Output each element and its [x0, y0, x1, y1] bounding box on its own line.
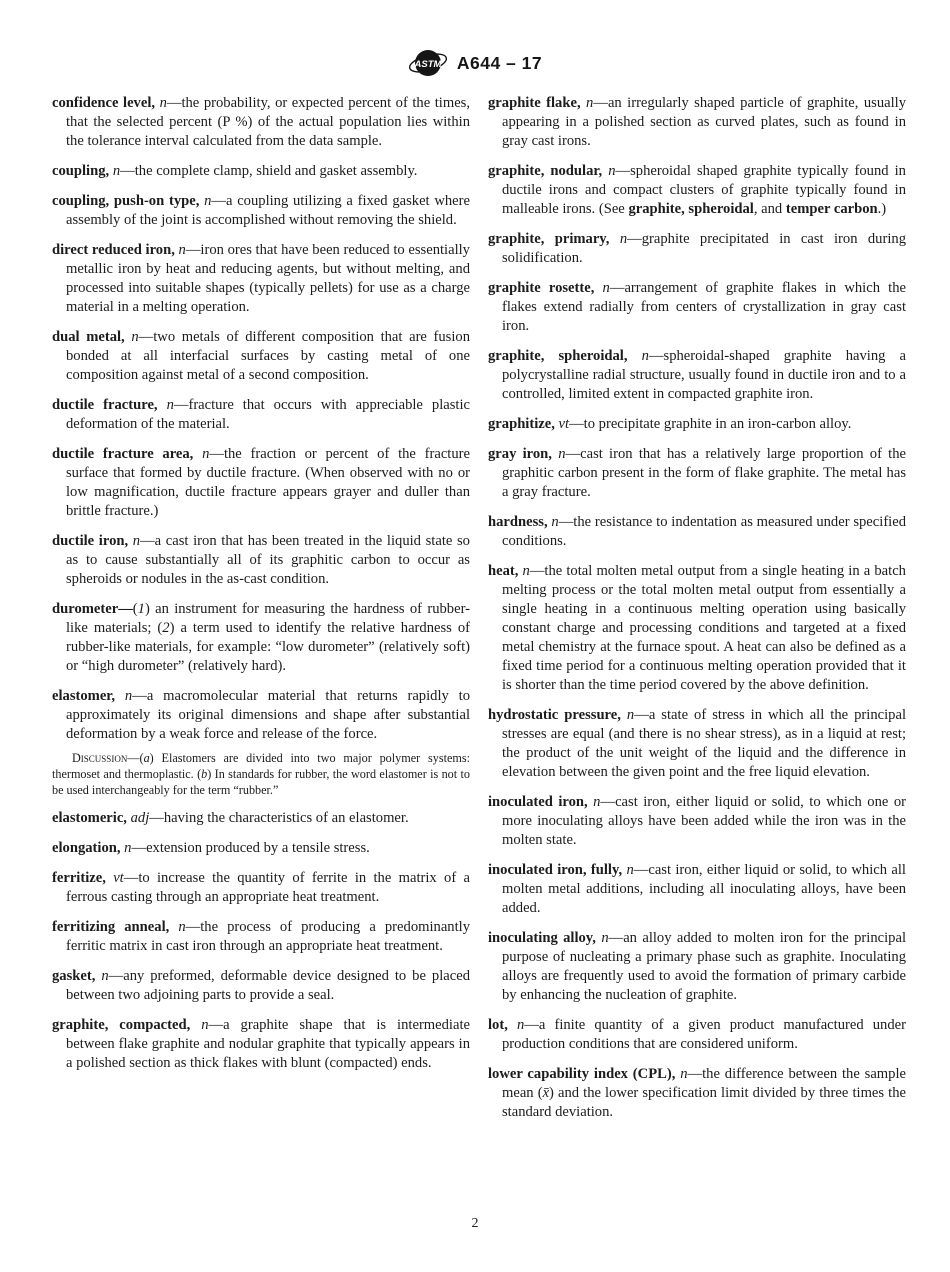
text-segment: ) In standards for rubber, the word elastomer is not to be used interchangeably for the term “rubber.”	[52, 767, 470, 797]
text-segment: vt	[558, 416, 570, 432]
text-segment: —an irregularly shaped particle of graphite, usually appearing in a polished section as curved plates, such as found in gray cast irons.	[502, 95, 907, 149]
text-segment: —the total molten metal output from a single heating in a batch melting process or the total molten metal output from essentially a single heating in a continuous melting operation using basically constant charge and processing conditions and targeted at a fixed metal chemistry at the furnace spout. A heat can also be defined as a fixed time period for a continuous melting operation provided that it is shorter than the time period covered by the above definition.	[502, 563, 906, 693]
definition-entry	[488, 706, 906, 782]
svg-text:ASTM: ASTM	[414, 59, 442, 70]
text-segment: ductile iron,	[52, 533, 133, 549]
text-segment: n	[593, 794, 601, 810]
text-segment: n	[178, 919, 186, 935]
text-segment: hydrostatic pressure,	[488, 707, 627, 723]
astm-logo-icon	[408, 45, 448, 81]
text-segment: confidence level,	[52, 95, 160, 111]
page-footer	[0, 1216, 950, 1232]
definition-entry	[52, 445, 470, 521]
text-segment: elastomeric,	[52, 810, 131, 826]
text-segment: (	[139, 751, 144, 765]
text-segment: graphitize,	[488, 416, 559, 432]
text-segment: n	[124, 688, 133, 704]
text-segment: graphite, spheroidal	[628, 201, 754, 217]
text-segment: b	[201, 767, 208, 781]
text-segment: graphite, primary,	[488, 231, 620, 247]
text-segment: —the complete clamp, shield and gasket assembly.	[120, 163, 418, 179]
text-segment: —the resistance to indentation as measured under specified conditions.	[502, 514, 907, 549]
text-segment: graphite flake,	[488, 95, 587, 111]
text-segment: n	[619, 231, 628, 247]
column-left	[52, 94, 470, 1133]
column-right	[488, 94, 906, 1133]
text-segment: x̄	[542, 1085, 550, 1101]
definition-entry	[52, 162, 470, 181]
page-header	[0, 0, 950, 82]
text-segment: —cast iron, either liquid or solid, to which one or more inoculating alloys have been added while the iron was in the molten state.	[502, 794, 906, 848]
text-segment: n	[601, 930, 609, 946]
definition-entry	[52, 1016, 470, 1073]
text-segment: n	[551, 514, 559, 530]
text-segment: —two metals of different composition that are fusion bonded at all interfacial surfaces by casting metal of one composition against metal of a second composition.	[66, 329, 471, 383]
text-segment: n	[112, 163, 121, 179]
definition-entry	[488, 445, 906, 502]
definition-entry	[488, 1065, 906, 1122]
text-segment: , and	[753, 201, 786, 217]
text-segment: gasket,	[52, 968, 102, 984]
text-segment: n	[166, 397, 174, 413]
definition-entry	[488, 415, 906, 434]
text-segment: —the difference between the sample mean (	[502, 1066, 906, 1101]
definition-entry	[488, 861, 906, 918]
text-segment: inoculated iron, fully,	[488, 862, 627, 878]
definition-entry	[52, 869, 470, 907]
text-segment: direct reduced iron,	[52, 242, 179, 258]
definition-entry	[52, 967, 470, 1005]
text-segment: —to precipitate graphite in an iron-carbon alloy.	[569, 416, 852, 432]
text-segment: —an alloy added to molten iron for the principal purpose of nucleating a primary phase such as graphite. Inoculating alloys are frequently used to avoid the formation of primary carbide by enhancing the nucleation of graphite.	[502, 930, 906, 1003]
text-segment: inoculated iron,	[488, 794, 594, 810]
text-segment: —having the characteristics of an elastomer.	[149, 810, 409, 826]
text-segment: n	[132, 533, 141, 549]
text-segment: 2	[162, 620, 170, 636]
definition-entry	[488, 347, 906, 404]
text-segment: elongation,	[52, 840, 125, 856]
definition-entry	[52, 687, 470, 744]
text-segment: graphite, nodular,	[488, 163, 609, 179]
text-segment: —iron ores that have been reduced to essentially metallic iron by heat and reducing agents, but without melting, and processed into suitable shapes (typically pellets) for use as a charge material in a melting operation.	[66, 242, 470, 315]
definition-entry	[488, 162, 906, 219]
text-segment: —spheroidal-shaped graphite having a polycrystalline radial structure, usually found in ductile iron and to a controlled, limited extent in compacted graphite iron.	[502, 348, 906, 402]
text-segment: (	[132, 601, 138, 617]
text-segment: lower capability index (CPL),	[488, 1066, 681, 1082]
text-segment: a	[143, 751, 150, 765]
text-segment: ) and the lower specification limit divided by three times the standard deviation.	[502, 1085, 906, 1120]
definition-entry	[488, 929, 906, 1005]
text-segment: n	[101, 968, 109, 984]
text-segment: graphite, compacted,	[52, 1017, 202, 1033]
text-segment: —the probability, or expected percent of the times, that the selected percent (P %) of the actual population lies within the tolerance interval calculated from the data sample.	[66, 95, 470, 149]
text-segment: n	[178, 242, 186, 258]
text-segment: graphite, spheroidal,	[488, 348, 642, 364]
text-segment: ferritize,	[52, 870, 114, 886]
text-segment: n	[680, 1066, 688, 1082]
text-segment: —any preformed, deformable device designed to be placed between two adjoining parts to provide a seal.	[66, 968, 470, 1003]
text-segment: —extension produced by a tensile stress.	[131, 840, 370, 856]
text-segment: durometer—	[52, 601, 133, 617]
text-segment: coupling,	[52, 163, 113, 179]
text-segment: graphite rosette,	[488, 280, 603, 296]
definition-entry	[488, 513, 906, 551]
definition-entry	[488, 793, 906, 850]
text-segment: n	[602, 280, 610, 296]
definition-columns	[0, 82, 950, 1133]
definition-entry	[52, 600, 470, 676]
text-segment: n	[204, 193, 212, 209]
text-segment: —to increase the quantity of ferrite in the matrix of a ferrous casting through an appropriate heat treatment.	[66, 870, 470, 905]
text-segment: 1	[137, 601, 145, 617]
text-segment: dual metal,	[52, 329, 132, 345]
text-segment: elastomer,	[52, 688, 125, 704]
text-segment: ) Elastomers are divided into two major polymer systems: thermoset and thermoplastic. (	[52, 751, 470, 781]
text-segment: n	[522, 563, 530, 579]
text-segment: —a state of stress in which all the principal stresses are equal (and there is no shear stress), as in a liquid at rest; the product of the unit weight of the liquid and the difference in elevation between the given point and the free liquid elevation.	[502, 707, 907, 780]
definition-entry	[52, 94, 470, 151]
text-segment: n	[608, 163, 616, 179]
definition-entry	[52, 192, 470, 230]
text-segment: n	[586, 95, 594, 111]
definition-entry	[488, 1016, 906, 1054]
text-segment: —a macromolecular material that returns rapidly to approximately its original dimensions and shape after substantial deformation by a weak force and release of the force.	[66, 688, 470, 742]
text-segment: heat,	[488, 563, 523, 579]
page-number: 2	[471, 1216, 479, 1231]
text-segment: ductile fracture,	[52, 397, 167, 413]
definition-entry	[52, 918, 470, 956]
definition-entry	[488, 562, 906, 695]
definition-entry	[488, 230, 906, 268]
text-segment: —a graphite shape that is intermediate between flake graphite and nodular graphite that typically appears in a polished section as thick flakes with blunt (compacted) ends.	[66, 1017, 470, 1071]
discussion-note	[52, 750, 470, 798]
text-segment: n	[202, 446, 210, 462]
text-segment: n	[641, 348, 649, 364]
definition-entry	[52, 839, 470, 858]
text-segment: vt	[113, 870, 124, 886]
text-segment: n	[124, 840, 132, 856]
text-segment: n	[201, 1017, 209, 1033]
text-segment: —cast iron that has a relatively large proportion of the graphitic carbon present in the form of flake graphite. The metal has a gray fracture.	[502, 446, 907, 500]
definition-entry	[52, 396, 470, 434]
text-segment: .)	[877, 201, 887, 217]
text-segment: coupling, push-on type,	[52, 193, 205, 209]
definition-entry	[488, 94, 906, 151]
text-segment: ferritizing anneal,	[52, 919, 179, 935]
document-code: A644 – 17	[456, 52, 543, 73]
text-segment: —a coupling utilizing a fixed gasket where assembly of the joint is accomplished without removing the shield.	[66, 193, 470, 228]
text-segment: —graphite precipitated in cast iron during solidification.	[502, 231, 906, 266]
text-segment: n	[558, 446, 566, 462]
definition-entry	[52, 809, 470, 828]
text-segment: —a cast iron that has been treated in the liquid state so as to cause substantially all of its graphitic carbon to occur as spheroids or nodules in the as-cast condition.	[66, 533, 470, 587]
text-segment: —arrangement of graphite flakes in which the flakes extend radially from centers of crystallization in gray cast iron.	[502, 280, 906, 334]
definition-entry	[52, 241, 470, 317]
text-segment: n	[626, 862, 634, 878]
text-segment: inoculating alloy,	[488, 930, 602, 946]
text-segment: Discussion—	[72, 751, 140, 765]
text-segment: n	[159, 95, 167, 111]
text-segment: gray iron,	[488, 446, 559, 462]
text-segment: —fracture that occurs with appreciable plastic deformation of the material.	[66, 397, 470, 432]
text-segment: ductile fracture area,	[52, 446, 203, 462]
text-segment: —spheroidal shaped graphite typically found in ductile irons and compact clusters of graphite typically found in malleable irons. (See	[502, 163, 906, 217]
text-segment: —the fraction or percent of the fracture surface that formed by ductile fracture. (When observed with no or low magnification, ductile fracture appears grayer and duller than brittle fracture.)	[66, 446, 470, 519]
definition-entry	[52, 328, 470, 385]
text-segment: ) a term used to identify the relative hardness of rubber-like materials, for example: “low durometer” (relatively soft) or “high durometer” (relatively hard).	[66, 620, 470, 674]
text-segment: n	[131, 329, 139, 345]
definition-entry	[52, 532, 470, 589]
definition-entry	[488, 279, 906, 336]
text-segment: temper carbon	[785, 201, 878, 217]
text-segment: —the process of producing a predominantly ferritic matrix in cast iron through an appropriate heat treatment.	[66, 919, 470, 954]
text-segment: n	[626, 707, 635, 723]
text-segment: ) an instrument for measuring the hardness of rubber-like materials; (	[66, 601, 470, 636]
text-segment: hardness,	[488, 514, 552, 530]
text-segment: n	[516, 1017, 525, 1033]
text-segment: —cast iron, either liquid or solid, to which all molten metal additions, including all inoculating alloys, have been added.	[502, 862, 906, 916]
text-segment: lot,	[488, 1017, 517, 1033]
text-segment: —a finite quantity of a given product manufactured under production conditions that are considered uniform.	[502, 1017, 906, 1052]
text-segment: adj	[130, 810, 150, 826]
